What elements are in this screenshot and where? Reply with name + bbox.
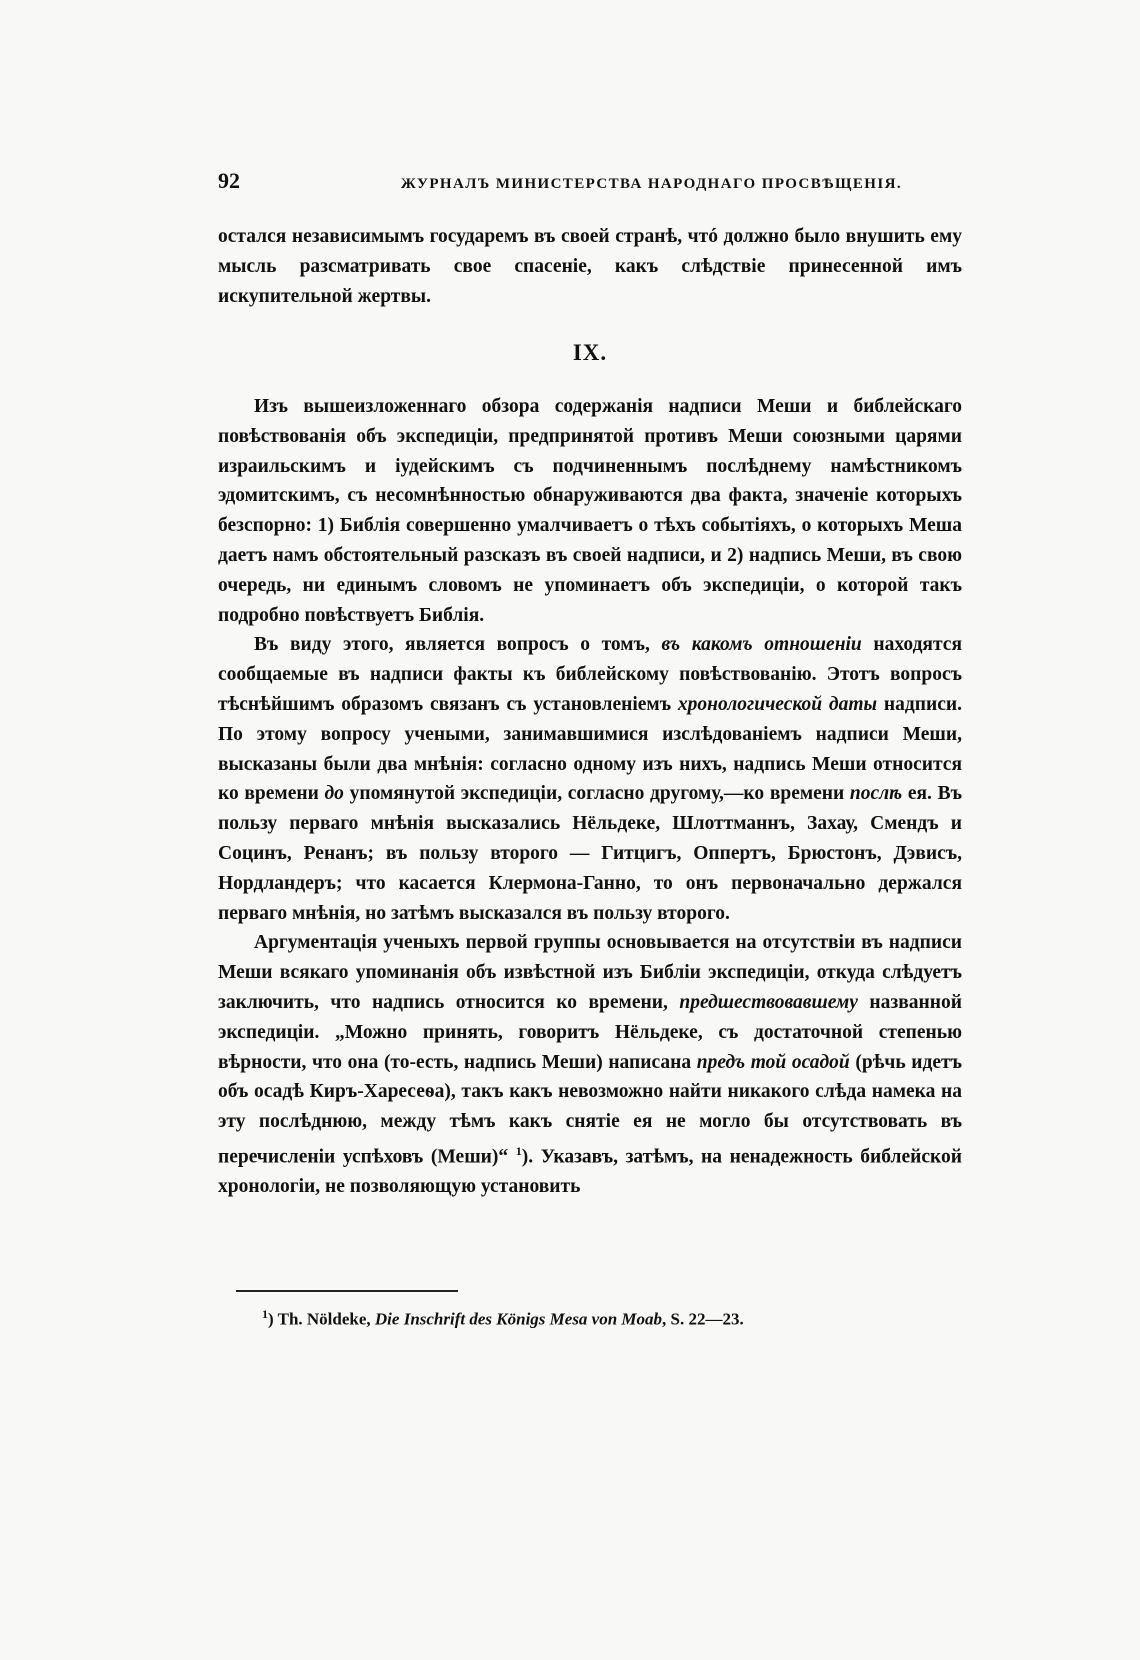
paragraph-2: [218, 630, 962, 928]
body-text: [218, 392, 962, 1202]
footnote-title: Die Inschrift des Königs Mesa von Moab: [374, 1309, 663, 1329]
p3-text: ). Указавъ, затѣмъ, на ненадежность библейской хронологіи, не позволяющую установить: [218, 1146, 962, 1198]
footnote-suffix: , S. 22—23.: [662, 1309, 744, 1329]
running-head: [218, 168, 962, 198]
p3-text: названной экспедиціи. „Можно принять, говоритъ Нёльдеке, съ достаточной степенью вѣрности, что она (то-есть, надпись Меши) написана: [218, 991, 962, 1073]
paragraph-3: [218, 928, 962, 1202]
paragraph-1: Изъ вышеизложеннаго обзора содержанія надписи Меши и библейскаго повѣствованія объ экспедиціи, предпринятой противъ Меши союзными царями израильскимъ и іудейскимъ съ подчиненнымъ послѣднему намѣстникомъ эдомитскимъ, съ несомнѣнностью обнаруживаются два факта, значеніе которыхъ безспорно: 1) Библія совершенно умалчиваетъ о тѣхъ событіяхъ, о которыхъ Меша даетъ намъ обстоятельный разсказъ въ своей надписи, и 2) надпись Меши, въ свою очередь, ни единымъ словомъ не упоминаетъ объ экспедиціи, о которой такъ подробно повѣствуетъ Библія.: [218, 396, 962, 626]
footnote-divider: [236, 1290, 458, 1292]
section-heading: IX.: [572, 340, 608, 365]
p2-italic: послѣ: [849, 783, 903, 805]
footnote: [262, 1302, 942, 1332]
p3-text: (рѣчь идетъ объ осадѣ Киръ-Харесеѳа), такъ какъ невозможно найти никакого слѣда намека на эту послѣднюю, между тѣмъ какъ снятіе ея не могло бы отсутствовать въ перечисленіи успѣховъ (Меши)“: [218, 1051, 962, 1168]
p3-italic: предшествовавшему: [679, 991, 858, 1013]
p3-text: Аргументація ученыхъ первой группы основывается на отсутствіи въ надписи Меши всякаго упоминанія объ извѣстной изъ Библіи экспедиціи, откуда слѣдуетъ заключить, что надпись относится ко времени,: [218, 932, 962, 1013]
p3-italic: предъ той осадой: [696, 1051, 850, 1073]
continuation-text: остался независимымъ государемъ въ своей странѣ, чтó должно было внушить ему мысль разсматривать свое спасеніе, какъ слѣдствіе принесенной имъ искупительной жертвы.: [218, 226, 962, 307]
footnote-marker: 1: [262, 1307, 268, 1321]
p2-italic: хронологической даты: [677, 693, 878, 715]
p2-text: упомянутой экспедиціи, согласно другому,—ко времени: [343, 783, 850, 805]
p2-italic: до: [324, 783, 344, 805]
p2-text: находятся сообщаемые въ надписи факты къ библейскому повѣствованію. Этотъ вопросъ тѣснѣйшимъ образомъ связанъ съ установленіемъ: [218, 634, 962, 715]
p2-italic: въ какомъ отношеніи: [661, 634, 862, 656]
p2-text: ея. Въ пользу перваго мнѣнія высказались Нёльдеке, Шлоттманнъ, Захау, Смендъ и Социнъ, Ренанъ; въ пользу второго — Гитцигъ, Оппертъ, Брюстонъ, Дэвисъ, Нордландеръ; что касается Клермона-Ганно, то онъ первоначально держался перваго мнѣнія, но затѣмъ высказался въ пользу второго.: [218, 783, 962, 924]
footnote-prefix: ) Th. Nöldeke,: [268, 1309, 375, 1329]
continuation-paragraph: [218, 222, 962, 311]
journal-title: ЖУРНАЛЪ МИНИСТЕРСТВА НАРОДНАГО ПРОСВѢЩЕНІЯ.: [400, 176, 902, 192]
footnote-reference: 1: [515, 1143, 522, 1158]
page-number: 92: [218, 168, 240, 193]
p2-text: Въ виду этого, является вопросъ о томъ,: [254, 634, 662, 656]
p2-text: надписи. По этому вопросу учеными, занимавшимися изслѣдованіемъ надписи Меши, высказаны были два мнѣнія: согласно одному изъ нихъ, надпись Меши относится ко времени: [218, 693, 962, 805]
